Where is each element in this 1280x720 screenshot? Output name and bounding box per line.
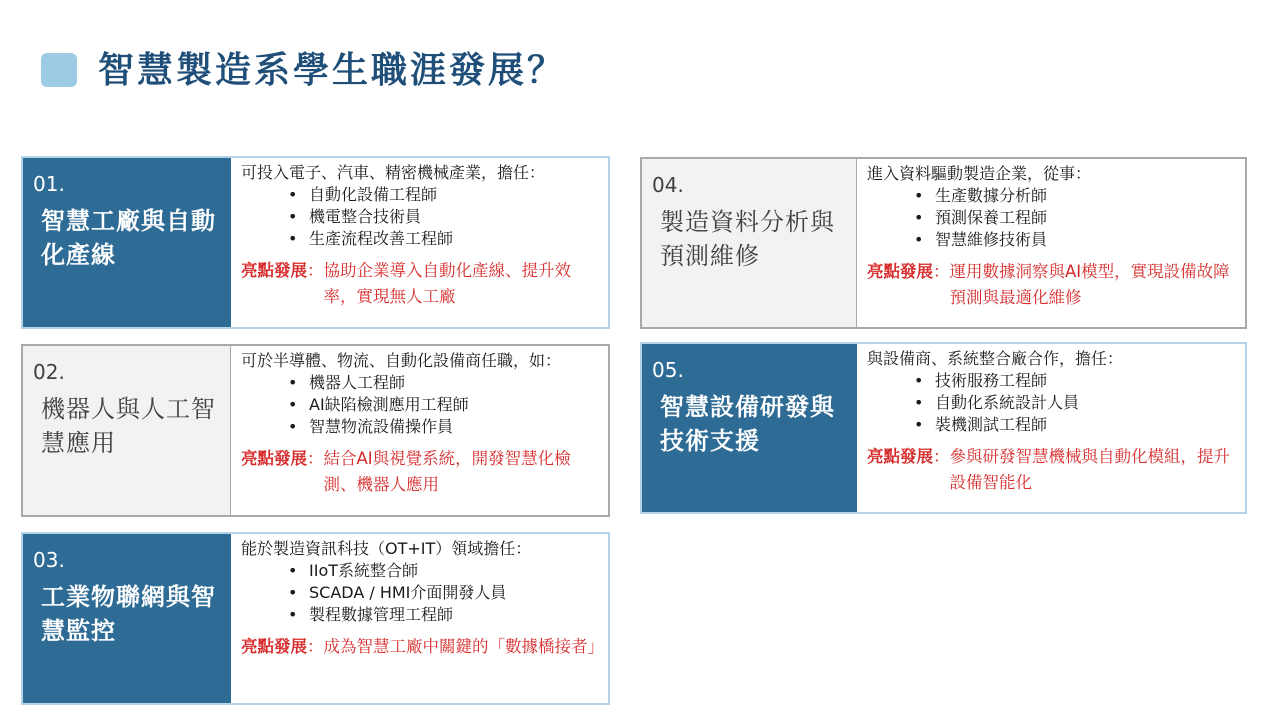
highlight [241, 446, 602, 498]
card-body [231, 534, 608, 703]
card-header [23, 346, 231, 515]
card-title: 工業物聯網與智慧監控 [41, 583, 216, 645]
highlight-label: 亮點發展 [241, 637, 307, 656]
role-list [867, 185, 1239, 251]
card-body [857, 344, 1245, 512]
card-intro: 進入資料驅動製造企業，從事： [867, 164, 1092, 183]
highlight-text: 參與研發智慧機械與自動化模組，提升設備智能化 [949, 447, 1230, 492]
role-list [241, 372, 602, 438]
highlight-separator: ： [307, 261, 324, 280]
highlight [241, 258, 602, 310]
highlight [867, 259, 1239, 311]
card-title: 製造資料分析與預測維修 [660, 208, 835, 270]
card-header [642, 344, 857, 512]
highlight-separator: ： [307, 637, 324, 656]
role-item: • SCADA / HMI介面開發人員 [309, 582, 602, 604]
card-header [23, 534, 231, 703]
role-item: • 機電整合技術員 [309, 206, 602, 228]
card-header [23, 158, 231, 327]
highlight-text: 運用數據洞察與AI模型，實現設備故障預測與最適化維修 [949, 262, 1230, 307]
role-item: • 自動化設備工程師 [309, 184, 602, 206]
card-number: 05. [652, 358, 684, 382]
role-list [867, 370, 1239, 436]
card-intro: 可投入電子、汽車、精密機械產業，擔任： [241, 163, 546, 182]
card-title: 智慧工廠與自動化產線 [41, 207, 216, 269]
card-number: 02. [33, 360, 65, 384]
role-item: • 技術服務工程師 [935, 370, 1239, 392]
card-body [231, 158, 608, 327]
career-card-03 [21, 532, 610, 705]
card-number: 01. [33, 172, 65, 196]
career-card-01 [21, 156, 610, 329]
role-list [241, 560, 602, 626]
highlight-label: 亮點發展 [867, 447, 933, 466]
title-marker [41, 53, 77, 87]
card-body [857, 159, 1245, 327]
role-item: • 裝機測試工程師 [935, 414, 1239, 436]
role-list [241, 184, 602, 250]
role-item: • 生產數據分析師 [935, 185, 1239, 207]
card-body [231, 346, 608, 515]
role-item: • IIoT系統整合師 [309, 560, 602, 582]
role-item: • AI缺陷檢測應用工程師 [309, 394, 602, 416]
card-intro: 能於製造資訊科技（OT+IT）領域擔任： [241, 539, 532, 558]
highlight-label: 亮點發展 [241, 261, 307, 280]
role-item: • 自動化系統設計人員 [935, 392, 1239, 414]
highlight [241, 634, 602, 660]
card-header [642, 159, 857, 327]
highlight-text: 成為智慧工廠中關鍵的「數據橋接者」 [323, 637, 604, 656]
highlight-label: 亮點發展 [241, 449, 307, 468]
career-card-05 [640, 342, 1247, 514]
card-title: 機器人與人工智慧應用 [41, 395, 216, 457]
highlight-text: 協助企業導入自動化產線、提升效率，實現無人工廠 [323, 261, 571, 306]
career-card-02 [21, 344, 610, 517]
role-item: • 製程數據管理工程師 [309, 604, 602, 626]
card-intro: 與設備商、系統整合廠合作，擔任： [867, 349, 1124, 368]
role-item: • 智慧物流設備操作員 [309, 416, 602, 438]
role-item: • 機器人工程師 [309, 372, 602, 394]
page-title: 智慧製造系學生職涯發展？ [98, 50, 567, 91]
role-item: • 預測保養工程師 [935, 207, 1239, 229]
role-item: • 生產流程改善工程師 [309, 228, 602, 250]
card-number: 03. [33, 548, 65, 572]
highlight-label: 亮點發展 [867, 262, 933, 281]
highlight-separator: ： [307, 449, 324, 468]
card-title: 智慧設備研發與技術支援 [660, 393, 835, 455]
highlight [867, 444, 1239, 496]
highlight-separator: ： [933, 262, 950, 281]
highlight-text: 結合AI與視覺系統，開發智慧化檢測、機器人應用 [323, 449, 571, 494]
card-intro: 可於半導體、物流、自動化設備商任職，如： [241, 351, 562, 370]
card-number: 04. [652, 173, 684, 197]
highlight-separator: ： [933, 447, 950, 466]
career-card-04 [640, 157, 1247, 329]
role-item: • 智慧維修技術員 [935, 229, 1239, 251]
